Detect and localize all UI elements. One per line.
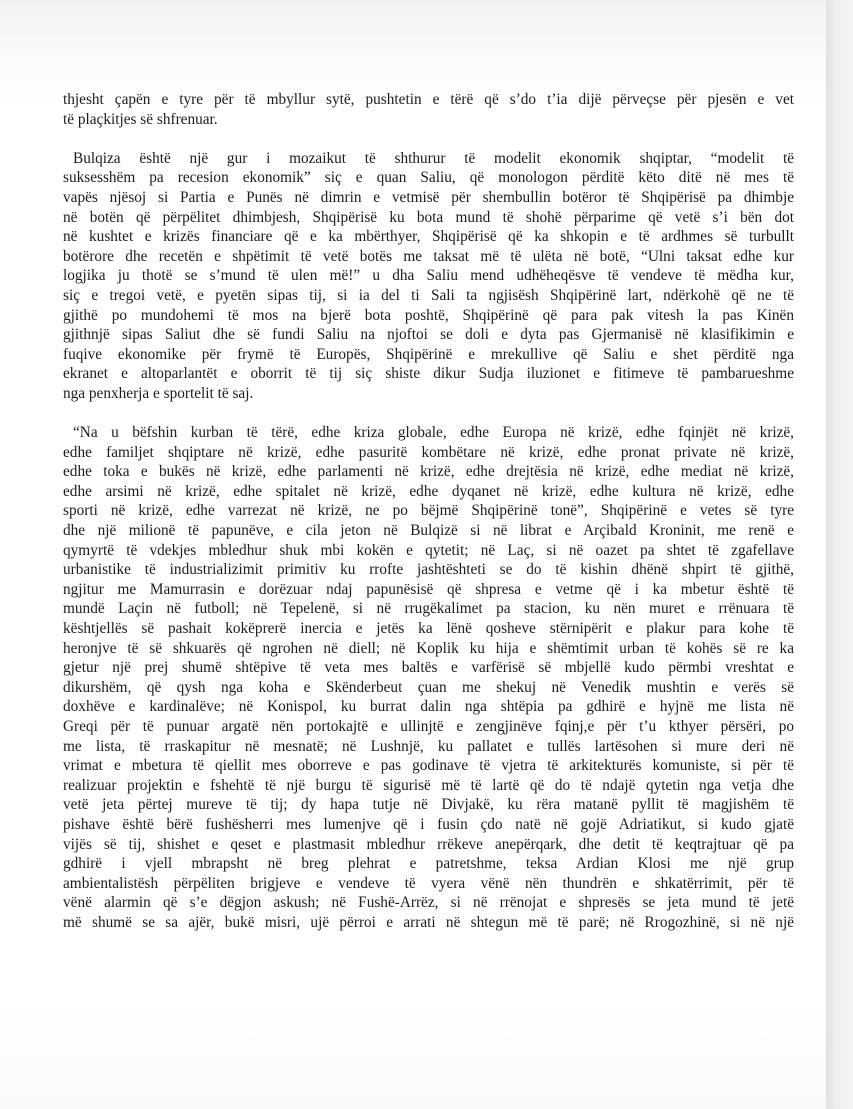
text-line: siç e tregoi vetë, e pyetën sipas tij, si ia del ti Sali ta ngjisësh Shqipërinë lart, ndërkohë që ne të — [63, 286, 794, 304]
text-line: doxhëve e kardinalëve; në Konispol, ku burrat dalin nga shtëpia pa gdhirë e hyjnë me lista në — [63, 698, 794, 716]
text-line: vijës së tij, shishet e qeset e plastmasit mbledhur rrëkeve anepërqark, dhe detit të keqtrajtuar që pa — [63, 835, 794, 853]
text-line: sporti në krizë, edhe varrezat në krizë, ne po bëjmë Shqipërinë tonë”, Shqipërinë e vetes së tyre — [63, 502, 794, 520]
text-line: vapës njësoj si Partia e Punës në dimrin e vetmisë për shembullin botëror të Shqipërisë pa dhimbje — [63, 188, 794, 206]
paragraph — [63, 90, 794, 129]
text-line: ekranet e altoparlantët e oborrit të tij siç shiste dikur Sudja iluzionet e fitimeve të pambarueshme — [63, 365, 794, 383]
text-line: edhe toka e bukës në krizë, edhe parlamenti në krizë, edhe drejtësia në krizë, edhe mediat në krizë, — [63, 463, 794, 481]
text-line: urbanistike të industrializimit primitiv ku rrofte jashtështeti se do të kishin dhënë shpirt të gjithë, — [63, 561, 794, 579]
text-line: të plaçkitjes së shfrenuar. — [63, 110, 218, 128]
text-line: edhe familjet shqiptare në krizë, edhe pasuritë kombëtare në krizë, edhe pronat private në krizë, — [63, 443, 794, 461]
text-line: në botën që përpëlitet dhimbjesh, Shqipërisë ku bota mund të shohë përparime që vetë s’i bën dot — [63, 208, 794, 226]
text-line: gjithë po mundohemi të mos na bjerë bota poshtë, Shqipërinë që para pak vitesh la pas Kinën — [63, 306, 794, 324]
text-line: ngjitur me Mamurrasin e dorëzuar ndaj papunësisë që shpresa e vetme që i ka mbetur është të — [63, 580, 794, 598]
text-line: vetë jeta përtej mureve të tij; dy hapa tutje në Divjakë, ku rëra matanë pyllit të magjishëm të — [63, 796, 794, 814]
text-line: më shumë se sa ajër, bukë misri, ujë përroi e arrati në shtegun më të parë; në Rrogozhinë, si në një — [63, 913, 794, 931]
page-edge — [826, 0, 853, 1109]
text-line: gjithnjë sipas Saliut dhe së fundi Saliu na njoftoi se doli e dyta pas Gjermanisë në klasifikimin e — [63, 326, 794, 344]
body-text — [63, 90, 794, 933]
text-line: nga penxherja e sportelit të saj. — [63, 384, 254, 402]
text-line: realizuar projektin e fshehtë të një burgu të sigurisë më të lartë që do të ndajë qytetin nga vetja dhe — [63, 776, 794, 794]
text-line: dikurshëm, që qysh nga koha e Skënderbeut çuan me shekuj në Venedik mushtin e verës së — [63, 678, 794, 696]
text-line: heronjve të së shkuarës që ngrohen në diell; në Koplik ku hija e shëmtimit urban të kohës së re ka — [63, 639, 794, 657]
text-line: edhe arsimi në krizë, edhe spitalet në krizë, edhe dyqanet në krizë, edhe kultura në krizë, edhe — [63, 482, 794, 500]
text-line: suksesshëm pa recesion ekonomik” siç e quan Saliu, që monologon përditë këto ditë në mes të — [63, 169, 794, 187]
text-line: me lista, të rraskapitur në mesnatë; në Lushnjë, ku pallatet e tullës lartësohen si mure deri në — [63, 737, 794, 755]
text-line: gjetur një prej shumë shtëpive të veta mes baltës e varfërisë së mbjellë kudo përmbi vreshtat e — [63, 659, 794, 677]
text-line: pishave është bërë fushësherri mes lumenjve që i fusin çdo natë në gojë Adriatikut, si kudo gjatë — [63, 815, 794, 833]
text-line: gdhirë i vjell mbrapsht në breg plehrat e patretshme, teksa Ardian Klosi me një grup — [63, 855, 794, 873]
text-line: ambientalistësh përpëliten brigjeve e vendeve të vyera vënë nën thundrën e shkatërrimit, për të — [63, 874, 794, 892]
text-line: Greqi për të punuar argatë nën portokajtë e ullinjtë e zengjinëve fqinj,e për t’u kthyer përsëri, po — [63, 718, 794, 735]
text-line: “Na u bëfshin kurban të tërë, edhe kriza globale, edhe Europa në krizë, edhe fqinjët në krizë, — [73, 424, 794, 442]
text-line: thjesht çapën e tyre për të mbyllur sytë, pushtetin e tërë që s’do t’ia dijë përveçse për pjesën e vet — [63, 91, 794, 108]
paragraph — [63, 149, 794, 404]
text-line: dhe një milionë të papunëve, e cila jeton në Bulqizë si në librat e Arçibald Kroninit, me renë e — [63, 522, 794, 540]
text-line: vrimat e mbetura të qiellit mes oborreve e pas godinave të vjetra të arkitekturës komuniste, si për të — [63, 757, 794, 775]
text-line: logjika ju thotë se s’mund të ulen më!” u dha Saliu mend udhëheqësve të vendeve të mëdha kur, — [63, 267, 794, 285]
text-line: në kushtet e krizës financiare që e ka mbërthyer, Shqipërisë që ka shkopin e të ardhmes së turbullt — [63, 228, 794, 246]
paragraph — [63, 423, 794, 932]
text-line: qymyrtë të vdekjes mbledhur shuk mbi kokën e qytetit; në Laç, si në oazet pa shtet të zgafellave — [63, 541, 794, 559]
text-line: mundë Laçin në futboll; në Tepelenë, si në rrugëkalimet pa stacion, ku nën muret e rrënuara të — [63, 600, 794, 618]
text-line: kështjellës së pashait kokëprerë inercia e jetës ka lënë qosheve stërnipërit e plakur para kohe të — [63, 620, 794, 638]
text-line: fuqive ekonomike për frymë të Europës, Shqipërinë e mrekullive që Saliu e shet përditë nga — [63, 345, 794, 363]
text-line: botërore dhe recetën e shpëtimit të vetë botës me taksat më të ulëta në botë, “Ulni taksat edhe kur — [63, 247, 794, 265]
text-line: vënë alarmin që s’e dëgjon askush; në Fushë-Arrëz, si në rrënojat e shpresës se jeta mund të jetë — [63, 894, 794, 912]
text-line: Bulqiza është një gur i mozaikut të shthurur të modelit ekonomik shqiptar, “modelit të — [73, 149, 794, 167]
